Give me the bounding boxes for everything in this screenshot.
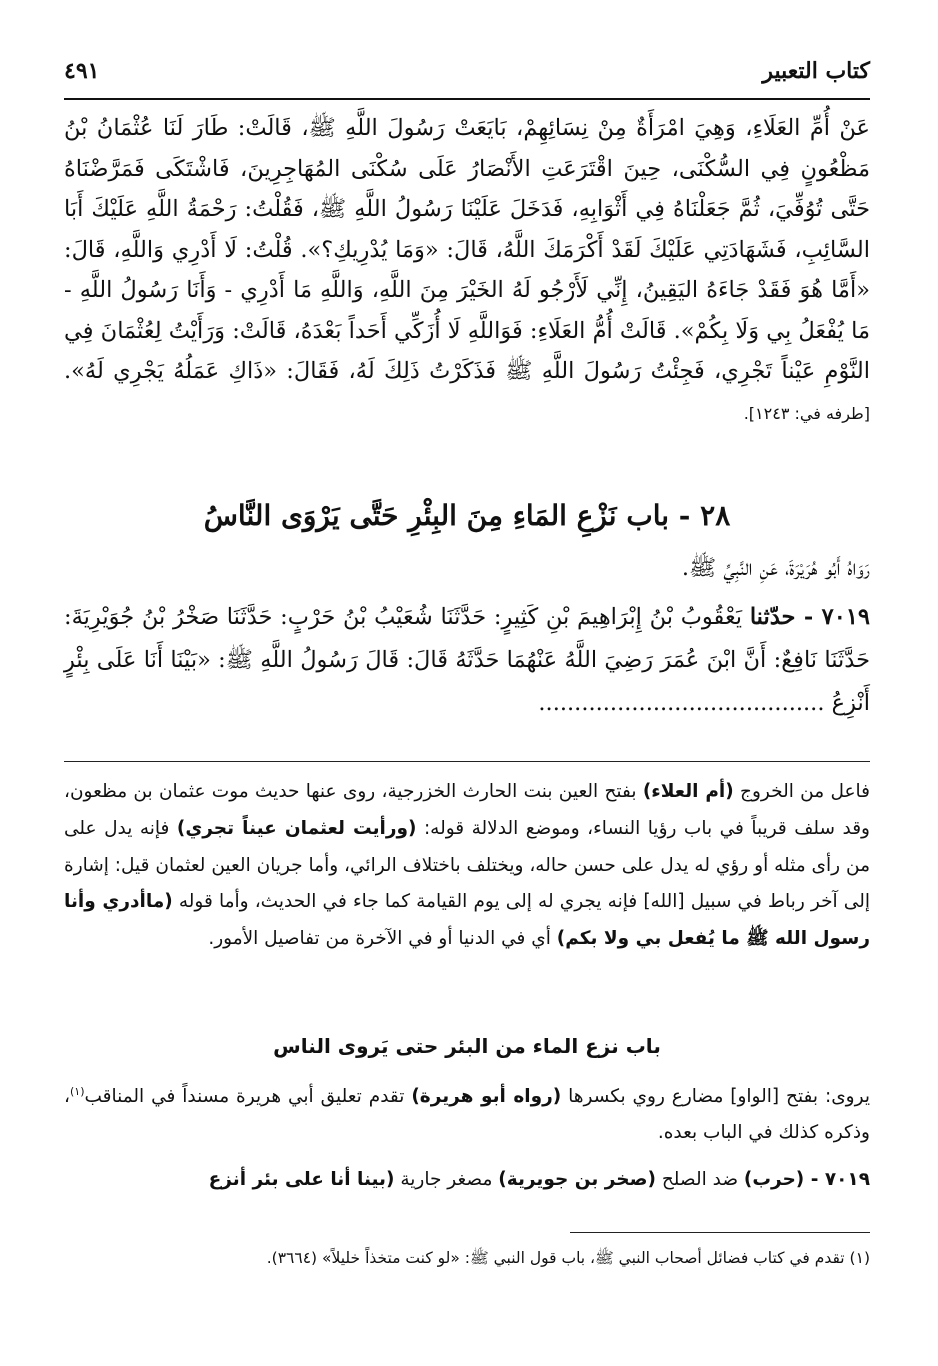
commentary-lemma: (أم العلاء) — [642, 781, 734, 802]
hadith-7019-paragraph — [64, 596, 870, 725]
footnote-divider — [570, 1232, 870, 1233]
running-title: كتاب التعبير — [762, 58, 870, 84]
chapter-narration: رَوَاهُ أَبُو هُرَيْرَةَ، عَنِ النَّبِيِّ ﷺ. — [681, 555, 870, 581]
commentary-text: أي في الدنيا أو في الآخرة من تفاصيل الأمور. — [208, 928, 551, 950]
commentary-text: ضد الصلح — [661, 1169, 739, 1190]
commentary-lemma: (بينا أنا على بئر أنزع — [208, 1169, 395, 1190]
commentary-paragraph — [64, 1162, 870, 1198]
commentary-lemma: ٧٠١٩ - (حرب) — [743, 1169, 870, 1190]
commentary-block — [64, 774, 870, 958]
hadith-number: ٧٠١٩ - حدّثنا — [749, 604, 871, 630]
commentary-lemma: (صخر بن جويرية) — [498, 1169, 656, 1190]
commentary-text: تقدم تعليق أبي هريرة مسنداً في المناقب — [84, 1086, 405, 1108]
commentary-text: مصغر جارية — [400, 1169, 493, 1190]
commentary-text: فإنه يدل على من رأى مثله أو رؤي له يدل على حسن حاله، ويختلف باختلاف الرائي، وأما جريان العين لعثمان قيل: إشارة إلى آخر رباط في سبيل [الله] فإنه يجري له إلى يوم القيامة كما جاء في الحديث، وأما قوله — [64, 817, 870, 913]
tarf-reference: [طرفه في: ١٢٤٣]. — [743, 403, 870, 423]
commentary-block-2 — [64, 1074, 870, 1151]
hadith-7019-block — [64, 596, 870, 725]
hadith-7019-body: يَعْقُوبُ بْنُ إِبْرَاهِيمَ بْنِ كَثِيرٍ: حَدَّثَنَا شُعَيْبُ بْنُ حَرْبٍ: حَدَّثَنَا صَخْرُ بْنُ جُوَيْرِيَةَ: حَدَّثَنَا نَافِعٌ: أَنَّ ابْنَ عُمَرَ رَضِيَ اللَّهُ عَنْهُمَا حَدَّثَهُ قَالَ: قَالَ رَسُولُ اللَّهِ ﷺ: «بَيْنَا أَنَا عَلَى بِئْرٍ أَنْزِعُ ........................................ — [64, 604, 870, 716]
hadith-body: عَنْ أُمِّ العَلَاءِ، وَهِيَ امْرَأَةٌ مِنْ نِسَائِهِمْ، بَايَعَتْ رَسُولَ اللَّهِ ﷺ، قَالَتْ: طَارَ لَنَا عُثْمَانُ بْنُ مَظْعُونٍ فِي السُّكْنَى، حِينَ اقْتَرَعَتِ الأَنْصَارُ عَلَى سُكْنَى المُهَاجِرِينَ، فَاشْتَكَى فَمَرَّضْنَاهُ حَتَّى تُوُفِّيَ، ثُمَّ جَعَلْنَاهُ فِي أَثْوَابِهِ، فَدَخَلَ عَلَيْنَا رَسُولُ اللَّهِ ﷺ، فَقُلْتُ: رَحْمَةُ اللَّهِ عَلَيْكَ أَبَا السَّائِبِ، فَشَهَادَتِي عَلَيْكَ لَقَدْ أَكْرَمَكَ اللَّهُ، قَالَ: «وَمَا يُدْرِيكِ؟». قُلْتُ: لَا أَدْرِي وَاللَّهِ، قَالَ: «أَمَّا هُوَ فَقَدْ جَاءَهُ اليَقِينُ، إِنِّي لَأَرْجُو لَهُ الخَيْرَ مِنَ اللَّهِ، وَاللَّهِ مَا أَدْرِي - وَأَنَا رَسُولُ اللَّهِ - مَا يُفْعَلُ بِي وَلَا بِكُمْ». قَالَتْ أُمُّ العَلَاءِ: فَوَاللَّهِ لَا أُزَكِّي أَحَداً بَعْدَهُ، قَالَتْ: وَرَأَيْتُ لِعُثْمَانَ فِي النَّوْمِ عَيْناً تَجْرِي، فَجِئْتُ رَسُولَ اللَّهِ ﷺ فَذَكَرْتُ ذَلِكَ لَهُ، فَقَالَ: «ذَاكِ عَمَلُهُ يَجْرِي لَهُ». — [64, 115, 870, 384]
commentary-lemma: (رواه أبو هريرة) — [411, 1086, 562, 1108]
footnote — [64, 1244, 870, 1272]
page-header — [64, 56, 870, 100]
page-number: ٤٩١ — [64, 58, 100, 84]
footnote-marker[interactable]: (١) — [69, 1085, 85, 1098]
hadith-text-block — [64, 108, 870, 434]
commentary-block-3 — [64, 1162, 870, 1198]
commentary-divider — [64, 761, 870, 762]
commentary-text: فاعل من الخروج — [740, 781, 870, 802]
commentary-text: يروى: بفتح [الواو] مضارع روي بكسرها — [568, 1086, 870, 1108]
chapter-heading: ٢٨ - باب نَزْعِ المَاءِ مِنَ البِئْرِ حَتَّى يَرْوَى النَّاسُ — [203, 499, 731, 532]
commentary-text: بفتح العين بنت الحارث الخزرجية، روى عنها حديث موت عثمان بن مظعون، وقد سلف قريباً في باب رؤيا النساء، وموضع الدلالة قوله: — [64, 781, 870, 839]
commentary-lemma: (ورأيت لعثمان عيناً تجري) — [176, 817, 417, 839]
footnote-text: (١) تقدم في كتاب فضائل أصحاب النبي ﷺ، باب قول النبي ﷺ: «لو كنت متخذاً خليلاً» (٣٦٦٤). — [266, 1249, 870, 1267]
hadith-paragraph — [64, 108, 870, 434]
commentary-paragraph — [64, 1074, 870, 1151]
commentary-lemma: (ماأدري وأنا رسول الله ﷺ ما يُفعل بي ولا بكم) — [64, 891, 870, 950]
commentary-paragraph — [64, 774, 870, 958]
commentary-sub-heading: باب نزع الماء من البئر حتى يَروى الناس — [273, 1034, 661, 1058]
commentary-text: ، وذكره كذلك في الباب بعده. — [64, 1086, 870, 1144]
